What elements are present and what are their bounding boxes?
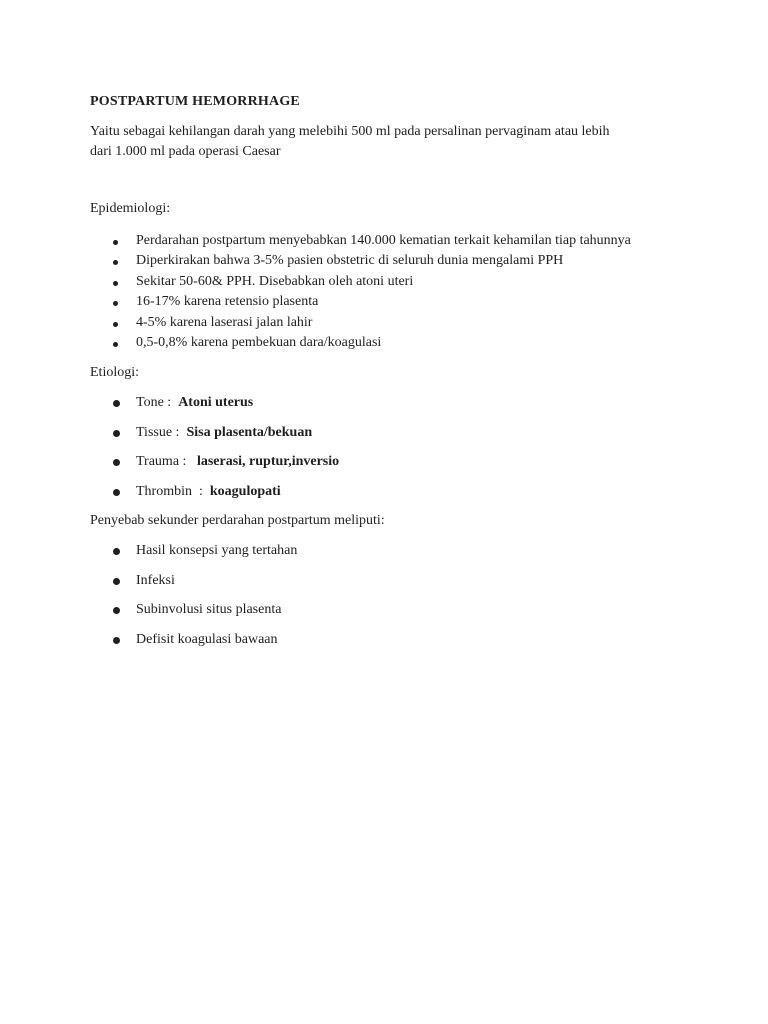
bullet-icon [113,607,120,614]
list-item-text: Diperkirakan bahwa 3-5% pasien obstetric di seluruh dunia mengalami PPH [136,253,564,269]
list-item-text: 4-5% karena laserasi jalan lahir [136,314,313,330]
list-item-text: Defisit koagulasi bawaan [136,631,278,647]
bullet-icon [113,459,120,466]
bullet-icon [113,260,118,265]
bullet-icon [113,240,118,245]
bullet-icon [113,400,120,407]
etiology-term: Tissue : [136,424,187,440]
bullet-icon [113,637,120,644]
bullet-icon [113,548,120,555]
list-item-text: 0,5-0,8% karena pembekuan dara/koagulasi [136,334,382,350]
bullet-icon [113,430,120,437]
intro-paragraph [90,122,690,162]
etiology-heading: Etiologi: [90,365,139,380]
epidemiology-heading: Epidemiologi: [90,201,171,216]
bullet-icon [113,322,118,327]
etiology-value: laserasi, ruptur,inversio [196,454,340,470]
intro-line: dari 1.000 ml pada operasi Caesar [90,144,281,159]
list-item-text: Hasil konsepsi yang tertahan [136,543,298,558]
secondary-causes-heading: Penyebab sekunder perdarahan postpartum meliputi: [90,513,385,528]
bullet-icon [113,489,120,496]
etiology-value: Sisa plasenta/bekuan [186,424,313,440]
bullet-icon [113,578,120,585]
list-item-text: Infeksi [136,572,175,588]
bullet-icon [113,281,118,286]
etiology-term: Tone : [136,395,179,410]
etiology-value: Atoni uterus [178,395,254,410]
list-item-text: Subinvolusi situs plasenta [136,602,282,618]
list-item-text: Sekitar 50-60& PPH. Disebabkan oleh atoni uteri [136,273,414,289]
list-item-text: Perdarahan postpartum menyebabkan 140.000 kematian terkait kehamilan tiap tahunnya [136,233,631,248]
etiology-value: koagulopati [209,483,281,499]
document-title: POSTPARTUM HEMORRHAGE [90,94,300,109]
list-item-text: 16-17% karena retensio plasenta [136,294,319,310]
etiology-term: Thrombin : [136,483,210,499]
bullet-icon [113,342,118,347]
bullet-icon [113,301,118,306]
etiology-term: Trauma : [136,454,197,470]
intro-line: Yaitu sebagai kehilangan darah yang melebihi 500 ml pada persalinan pervaginam atau lebih [90,124,610,139]
